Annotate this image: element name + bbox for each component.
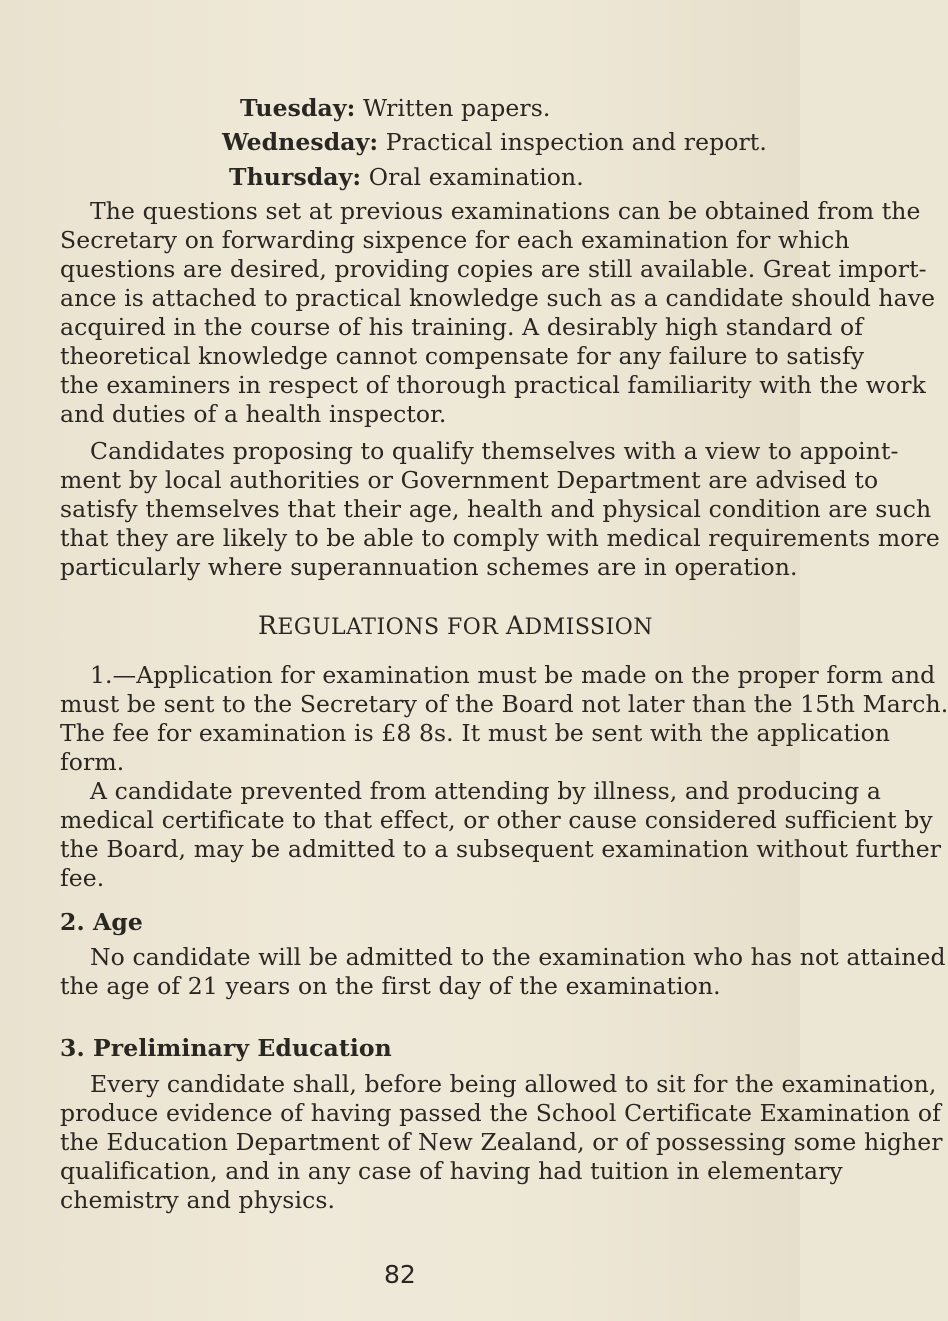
schedule-day: Wednesday: (222, 128, 379, 156)
schedule-day: Tuesday: (240, 94, 356, 122)
section-education-line: Every candidate shall, before being allowed to sit for the examination, (90, 1070, 937, 1098)
intro-p2-line: satisfy themselves that their age, health and physical condition are such (60, 495, 932, 523)
section-age-heading: 2. Age (60, 908, 143, 936)
intro-p1-line: ance is attached to practical knowledge such as a candidate should have (60, 284, 936, 312)
schedule-thursday (229, 163, 584, 191)
reg1-p1-line: must be sent to the Secretary of the Board not later than the 15th March. (60, 690, 948, 718)
reg1-p2-line: fee. (60, 864, 105, 892)
section-age-line: No candidate will be admitted to the examination who has not attained (90, 943, 946, 971)
section-education-line: qualification, and in any case of having had tuition in elementary (60, 1157, 843, 1185)
reg1-p1-line: 1.—Application for examination must be made on the proper form and (90, 661, 936, 689)
intro-p2-line: that they are likely to be able to comply with medical requirements more (60, 524, 940, 552)
intro-p2-line: particularly where superannuation schemes are in operation. (60, 553, 798, 581)
schedule-day: Thursday: (229, 163, 362, 191)
schedule-text: Oral examination. (368, 163, 584, 191)
reg1-p2-line: medical certificate to that effect, or other cause considered sufficient by (60, 806, 933, 834)
intro-p1-line: and duties of a health inspector. (60, 400, 447, 428)
intro-p1-line: acquired in the course of his training. A desirably high standard of (60, 313, 864, 341)
schedule-text: Written papers. (362, 94, 551, 122)
reg1-p2-line: A candidate prevented from attending by illness, and producing a (90, 777, 881, 805)
intro-p1-line: theoretical knowledge cannot compensate for any failure to satisfy (60, 342, 865, 370)
schedule-text: Practical inspection and report. (385, 128, 767, 156)
section-education-line: chemistry and physics. (60, 1186, 336, 1214)
reg1-p1-line: form. (60, 748, 125, 776)
section-education-heading: 3. Preliminary Education (60, 1034, 392, 1062)
intro-p2-line: ment by local authorities or Government Department are advised to (60, 466, 879, 494)
intro-p1-line: questions are desired, providing copies are still available. Great import- (60, 255, 927, 283)
reg1-p2-line: the Board, may be admitted to a subsequent examination without further (60, 835, 942, 863)
regulations-heading: REGULATIONS FOR ADMISSION (258, 611, 654, 640)
intro-p1-line: the examiners in respect of thorough practical familiarity with the work (60, 371, 926, 399)
section-education-line: produce evidence of having passed the School Certificate Examination of (60, 1099, 941, 1127)
section-education-line: the Education Department of New Zealand, or of possessing some higher (60, 1128, 943, 1156)
intro-p2-line: Candidates proposing to qualify themselves with a view to appoint- (90, 437, 899, 465)
schedule-tuesday (240, 94, 550, 122)
intro-p1-line: The questions set at previous examinations can be obtained from the (90, 197, 921, 225)
schedule-wednesday (222, 128, 767, 156)
reg1-p1-line: The fee for examination is £8 8s. It must be sent with the application (60, 719, 891, 747)
page-number: 82 (384, 1260, 416, 1289)
intro-p1-line: Secretary on forwarding sixpence for each examination for which (60, 226, 850, 254)
section-age-line: the age of 21 years on the first day of the examination. (60, 972, 721, 1000)
